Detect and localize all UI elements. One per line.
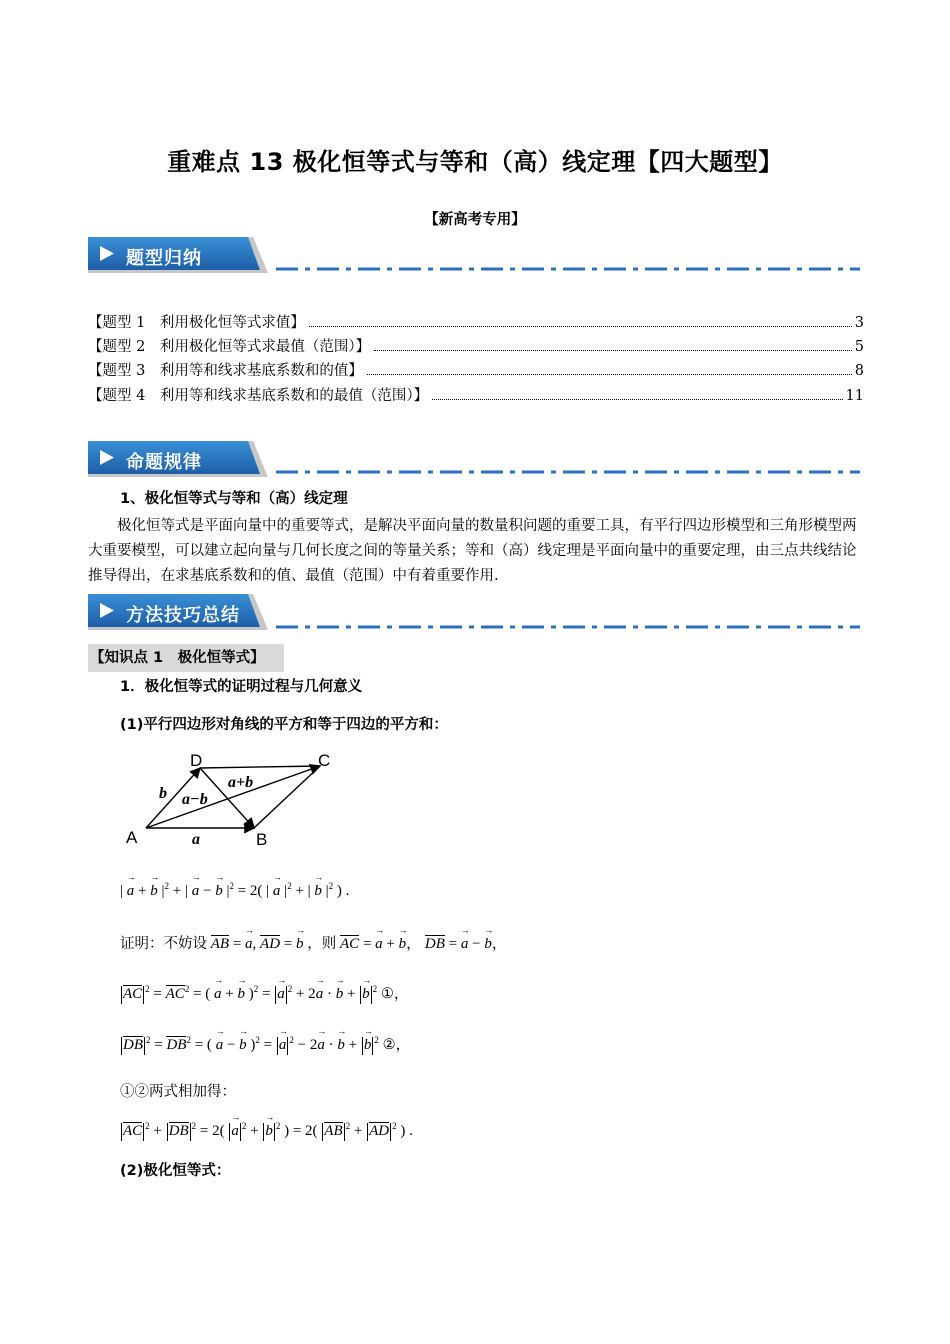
rule-heading: 1、极化恒等式与等和（高）线定理 xyxy=(120,491,348,507)
side-dc xyxy=(200,766,320,768)
label-C: C xyxy=(318,751,331,770)
page-subtitle: 【新高考专用】 xyxy=(424,212,526,228)
toc-page-number: 5 xyxy=(854,339,864,355)
toc-leader xyxy=(374,350,852,351)
knowledge-subheading-2: (2)极化恒等式： xyxy=(120,1163,231,1179)
toc-leader xyxy=(309,326,852,327)
banner-label: 题型归纳 xyxy=(126,248,202,269)
rule-paragraph: 极化恒等式是平面向量中的重要等式，是解决平面向量的数量积问题的重要工具，有平行四边形模型和三角形模型两大重要模型，可以建立起向量与几何长度之间的等量关系；等和（高）线定理是平面向量中的重要定理，由三点共线结论推导得出，在求基底系数和的值、最值（范围）中有着重要作用. xyxy=(88,518,857,584)
label-b: b xyxy=(159,785,167,802)
knowledge-point-tag: 【知识点 1 极化恒等式】 xyxy=(88,644,284,672)
section-banner-rules xyxy=(88,441,268,477)
label-B: B xyxy=(256,830,268,849)
toc-page-number: 3 xyxy=(854,315,864,331)
dash-dot-divider xyxy=(276,624,860,630)
toc-leader xyxy=(367,374,852,375)
section-banner-methods xyxy=(88,594,268,630)
section-banner-question-types xyxy=(88,237,268,273)
toc-page-number: 11 xyxy=(845,388,864,404)
toc-item-text: 【题型 3 利用等和线求基底系数和的值】 xyxy=(88,363,363,379)
toc-page-number: 8 xyxy=(854,363,864,379)
side-bc xyxy=(254,766,320,828)
label-A: A xyxy=(126,828,138,847)
parallelogram-figure xyxy=(124,746,354,854)
proof-equation-sum: AC $^2$ + DB $^2$ = 2( → a $^2$ + → b $^2$ ) = 2( AB $^2$ + AD $^2$ ) . xyxy=(120,1121,413,1141)
banner-label: 方法技巧总结 xyxy=(126,605,240,626)
formula-parallelogram-law: | → a + → b $|^2$ + | → a − → b $|^2 = 2$( | → a $|^2$ + | → b $|^2$ ) . xyxy=(120,881,349,900)
toc-item-3[interactable] xyxy=(88,359,864,381)
page-title: 重难点 13 极化恒等式与等和（高）线定理【四大题型】 xyxy=(167,148,783,176)
knowledge-subheading-1: (1)平行四边形对角线的平方和等于四边的平方和： xyxy=(120,717,448,733)
label-a-minus-b: a−b xyxy=(182,791,208,808)
eq-mark-1: ① xyxy=(380,986,394,1002)
toc-item-text: 【题型 4 利用等和线求基底系数和的最值（范围）】 xyxy=(88,388,429,404)
toc-item-text: 【题型 2 利用极化恒等式求最值（范围）】 xyxy=(88,339,371,355)
knowledge-item-heading: 1．极化恒等式的证明过程与几何意义 xyxy=(120,679,363,695)
toc-item-4[interactable] xyxy=(88,384,864,406)
dash-dot-divider xyxy=(276,266,860,272)
label-a: a xyxy=(192,831,200,848)
toc-item-1[interactable] xyxy=(88,311,864,333)
dash-dot-divider xyxy=(276,469,860,475)
toc-item-text: 【题型 1 利用极化恒等式求值】 xyxy=(88,315,305,331)
proof-intro: 证明：不妨设 xyxy=(120,936,207,952)
label-a-plus-b: a+b xyxy=(228,774,254,791)
toc-leader xyxy=(432,399,842,400)
proof-equation-1: AC $^2 = AC^2$ = ( → a + → b )$^2$ = → a $^2$ + 2→ a · → b + → b $^2$ ①， xyxy=(120,982,409,1004)
banner-label: 命题规律 xyxy=(126,452,202,473)
proof-then: ，则 xyxy=(307,936,337,952)
toc-item-2[interactable] xyxy=(88,335,864,357)
label-D: D xyxy=(190,751,203,770)
proof-equation-2: DB $^2 = DB^2$ = ( → a − → b )$^2$ = → a $^2$ − 2→ a · → b + → b $^2$ ②， xyxy=(120,1033,411,1055)
proof-setup-line: 证明：不妨设 AB = → a, AD = → b ，则 AC = → a + → b， DB = → a − → b， xyxy=(120,932,507,953)
add-both-text: ①②两式相加得： xyxy=(120,1084,236,1100)
eq-mark-2: ② xyxy=(382,1037,396,1053)
